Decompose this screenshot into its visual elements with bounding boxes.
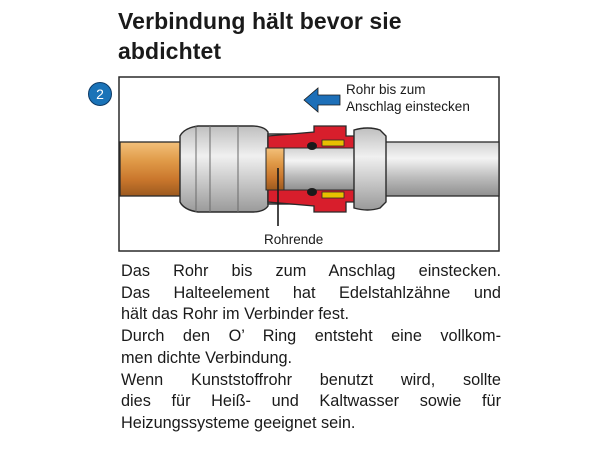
fitting-diagram [118, 76, 500, 252]
steel-teeth-top [322, 140, 344, 146]
o-ring-bottom [307, 188, 317, 196]
steel-teeth-bottom [322, 192, 344, 198]
title-line-1: Verbindung hält bevor sie [118, 8, 402, 34]
text-line: Das Rohr bis zum Anschlag einstecken. [121, 262, 501, 280]
label-arrow-line-2: Anschlag einstecken [346, 99, 470, 114]
label-tube-end: Rohrende [264, 232, 324, 247]
tube-end [266, 148, 284, 190]
step-number-badge: 2 [88, 82, 112, 106]
fitting-body-left [180, 126, 268, 212]
release-collet [354, 128, 386, 210]
label-arrow-line-1: Rohr bis zum [346, 82, 426, 97]
o-ring-top [307, 142, 317, 150]
text-line: hält das Rohr im Verbinder fest. [121, 305, 350, 324]
fitting-cutaway-illustration [118, 76, 500, 252]
text-line: men dichte Verbindung. [121, 348, 293, 367]
description-text [121, 261, 501, 435]
text-line: Heizungssysteme geeignet sein. [121, 413, 356, 432]
page-title [118, 6, 538, 66]
title-line-2: abdichtet [118, 38, 222, 64]
text-line: Durch den O’ Ring entsteht eine vollkom- [121, 327, 501, 346]
text-line: dies für Heiß- und Kaltwasser sowie für [121, 392, 501, 411]
text-line: Wenn Kunststoffrohr benutzt wird, sollte [121, 370, 501, 389]
text-line: Das Halteelement hat Edelstahlzähne und [121, 283, 501, 302]
